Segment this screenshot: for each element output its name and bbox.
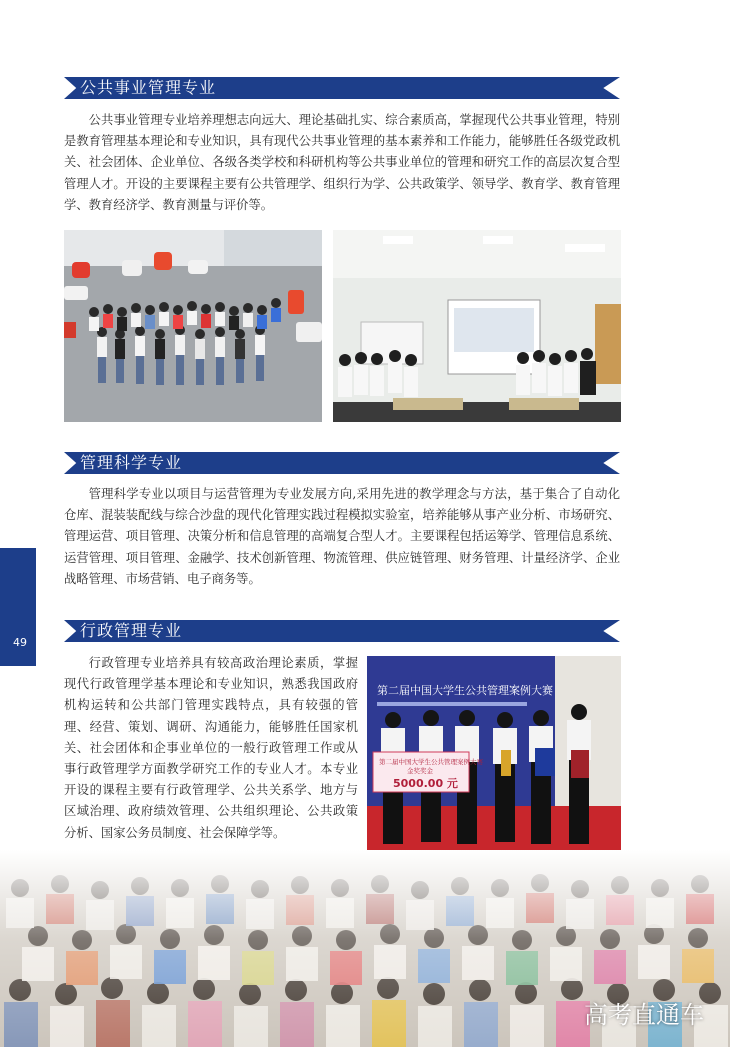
section-paragraph: 管理科学专业以项目与运营管理为专业发展方向,采用先进的教学理念与方法，基于集合了自动化仓库、混装装配线与综合沙盘的现代化管理实践过程模拟实验室，培养能够从事产业分析、市场研究、管理运营、项目管理、决策分析和信息管理的高端复合型人才。主要课程包括运筹学、管理信息系统、运营管理、项目管理、金融学、技术创新管理、物流管理、供应链管理、财务管理、计量经济学、企业战略管理、市场营销、电子商务等。 (64, 487, 620, 586)
award-banner-text: 第二届中国大学生公共管理案例大赛 (377, 684, 553, 697)
group-photo-lounge (64, 230, 322, 422)
watermark-text: 高考直通车 (584, 1001, 704, 1029)
award-ceremony-photo (367, 656, 621, 850)
trophy-icon (501, 750, 511, 776)
section-title: 行政管理专业 (80, 621, 183, 640)
section-paragraph: 公共事业管理专业培养理想志向远大、理论基础扎实、综合素质高，掌握现代公共事业管理，特别是教育管理基本理论和专业知识，具有现代公共事业管理的基本素养和工作能力，能够胜任各级党政机关、社会团体、企业单位、各级各类学校和科研机构等公共事业单位的管理和研究工作的高层次复合型管理人才。开设的主要课程主要有公共管理学、组织行为学、公共政策学、领导学、教育学、教育管理学、教育经济学、教育测量与评价等。 (64, 113, 620, 212)
board-amount: 5000.00 元 (393, 777, 458, 790)
board-subtitle: 金奖奖金 (407, 767, 433, 775)
page-number: 49 (13, 636, 27, 649)
side-tab-label: SCNU (14, 10, 25, 47)
classroom-presentation-photo (333, 230, 621, 422)
section-title: 管理科学专业 (80, 453, 183, 472)
board-title: 第二届中国大学生公共管理案例大赛 (379, 758, 483, 766)
section-paragraph: 行政管理专业培养具有较高政治理论素质，掌握现代行政管理学基本理论和专业知识，熟悉我国政府机构运转和公共部门管理实践特点，具有较强的管理、经营、策划、调研、沟通能力，能够胜任国家机关、社会团体和企事业单位的一般行政管理工作或从事行政管理学方面教学研究工作的专业人才。本专业开设的课程主要有行政管理学、公共关系学、地方与区域治理、政府绩效管理、公共组织理论、公共政策分析、国家公务员制度、社会保障学等。 (64, 656, 358, 840)
section-title: 公共事业管理专业 (80, 78, 217, 97)
